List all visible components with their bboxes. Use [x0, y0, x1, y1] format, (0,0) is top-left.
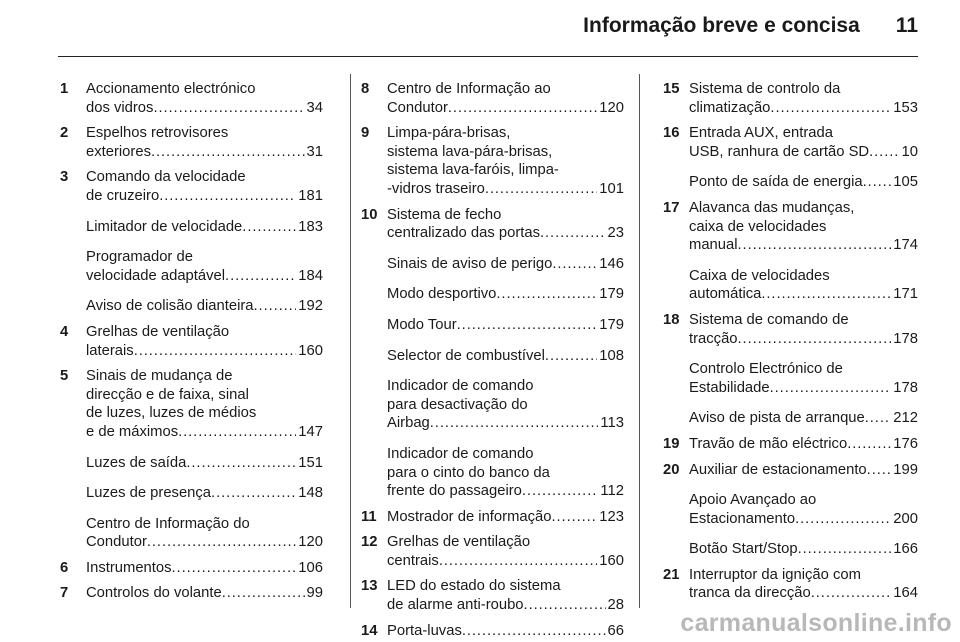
toc-entry-number: 3	[60, 169, 69, 186]
toc-item-text: direcção e de faixa, sinal	[86, 386, 249, 403]
dot-leader	[545, 347, 597, 366]
toc-entry-body	[689, 199, 918, 304]
toc-item-text: dos vidros	[86, 99, 154, 116]
column-divider-1	[350, 74, 351, 608]
toc-item[interactable]	[689, 435, 918, 454]
toc-page-number: 178	[893, 330, 918, 347]
dot-leader	[172, 559, 297, 578]
toc-item[interactable]	[689, 461, 918, 480]
toc-item[interactable]	[387, 577, 624, 614]
dot-leader	[738, 236, 892, 255]
toc-entry-number: 7	[60, 585, 69, 602]
toc-item[interactable]	[387, 80, 624, 117]
toc-item-text: exteriores	[86, 143, 151, 160]
toc-page-number: 112	[600, 483, 624, 500]
dot-leader	[863, 173, 892, 192]
dot-leader	[869, 143, 899, 162]
toc-column-3	[663, 80, 918, 603]
toc-item-text: tranca da direcção	[689, 585, 811, 602]
toc-entry	[361, 508, 624, 527]
dot-leader	[770, 99, 891, 118]
toc-page-number: 164	[893, 585, 918, 602]
toc-entry-body	[86, 323, 323, 360]
toc-item-text: Limpa-pára-brisas,	[387, 125, 511, 142]
toc-item-text: Modo Tour	[387, 316, 457, 333]
toc-page-number: 178	[893, 379, 918, 396]
toc-item-text: Programador de	[86, 249, 193, 266]
toc-item-text: de luzes, luzes de médios	[86, 405, 257, 422]
dot-leader	[867, 461, 892, 480]
toc-item-text: Selector de combustível	[387, 347, 545, 364]
toc-page-number: 147	[298, 423, 323, 440]
toc-item[interactable]	[86, 367, 323, 441]
dot-leader	[242, 218, 296, 237]
toc-item-text: e de máximos	[86, 423, 179, 440]
toc-page-number: 181	[298, 187, 323, 204]
dot-leader	[552, 255, 597, 274]
toc-page-number: 199	[893, 461, 918, 478]
toc-entry-body	[689, 80, 918, 117]
toc-page-number: 105	[893, 174, 918, 191]
dot-leader	[457, 316, 598, 335]
toc-item-text: Luzes de saída	[86, 454, 187, 471]
toc-item-text: centralizado das portas	[387, 225, 540, 242]
toc-item-text: Botão Start/Stop	[689, 541, 798, 558]
toc-item[interactable]	[689, 360, 918, 397]
dot-leader	[153, 99, 304, 118]
toc-item[interactable]	[689, 199, 918, 255]
dot-leader	[795, 510, 891, 529]
dot-leader	[222, 584, 305, 603]
toc-entry-body	[86, 168, 323, 316]
toc-item-text: Entrada AUX, entrada	[689, 125, 833, 142]
toc-page-number: 153	[893, 99, 918, 116]
toc-entry	[663, 435, 918, 454]
toc-entry-number: 10	[361, 206, 378, 223]
toc-item-lastline	[689, 143, 918, 162]
toc-entry	[663, 461, 918, 559]
toc-item[interactable]	[689, 267, 918, 304]
toc-item-text: Centro de Informação do	[86, 515, 250, 532]
toc-item-lastline	[689, 330, 918, 349]
toc-item-lastline	[387, 482, 624, 501]
toc-item-text: Accionamento electrónico	[86, 81, 256, 97]
toc-item-text: Travão de mão eléctrico	[689, 435, 848, 452]
toc-entry-number: 8	[361, 81, 370, 97]
toc-item-lastline	[689, 510, 918, 529]
dot-leader	[151, 143, 305, 162]
toc-entry-body	[86, 124, 323, 161]
toc-item-lastline	[86, 187, 323, 206]
toc-item-lastline	[387, 508, 624, 527]
toc-entry-number: 21	[663, 566, 680, 583]
toc-item[interactable]	[689, 409, 918, 428]
watermark-text: carmanualsonline.info	[680, 609, 952, 637]
dot-leader	[798, 540, 892, 559]
toc-page-number: 120	[599, 99, 624, 116]
toc-item-lastline	[689, 435, 918, 454]
toc-page-number: 176	[893, 435, 918, 452]
dot-leader	[552, 508, 598, 527]
toc-item[interactable]	[387, 124, 624, 198]
toc-page-number: 146	[599, 255, 624, 272]
toc-item-text: Sistema de fecho	[387, 206, 502, 223]
toc-column-2	[361, 80, 624, 640]
toc-item-lastline	[86, 342, 323, 361]
toc-entry	[361, 577, 624, 614]
toc-page-number: 123	[599, 508, 624, 525]
toc-item-text: Aviso de pista de arranque	[689, 410, 865, 427]
toc-item-text: Condutor	[387, 99, 448, 116]
toc-item-lastline	[689, 584, 918, 603]
toc-entry-body	[86, 559, 323, 578]
toc-item-text: Grelhas de ventilação	[387, 534, 531, 551]
toc-item[interactable]	[86, 248, 323, 285]
dot-leader	[211, 484, 296, 503]
toc-item[interactable]	[387, 316, 624, 335]
toc-item[interactable]	[387, 445, 624, 501]
toc-item-text: laterais	[86, 342, 134, 359]
dot-leader	[159, 187, 296, 206]
toc-entry-number: 14	[361, 622, 378, 639]
toc-entry	[361, 206, 624, 501]
toc-entry-body	[387, 124, 624, 198]
toc-item[interactable]	[86, 559, 323, 578]
toc-item[interactable]	[86, 297, 323, 316]
toc-item[interactable]	[689, 566, 918, 603]
toc-item-text: Sistema de comando de	[689, 311, 849, 328]
toc-entry-body	[387, 577, 624, 614]
dot-leader	[738, 330, 892, 349]
toc-item-lastline	[387, 596, 624, 615]
toc-item-lastline	[86, 484, 323, 503]
toc-entry-body	[86, 367, 323, 552]
toc-item-lastline	[689, 540, 918, 559]
toc-item-lastline	[689, 461, 918, 480]
toc-item[interactable]	[86, 80, 323, 117]
toc-page-number: 66	[607, 622, 624, 639]
toc-item-lastline	[689, 173, 918, 192]
toc-entry	[361, 124, 624, 198]
toc-entry-number: 9	[361, 125, 370, 142]
toc-item-text: de cruzeiro	[86, 187, 160, 204]
toc-entry-body	[387, 508, 624, 527]
dot-leader	[761, 285, 891, 304]
toc-item[interactable]	[689, 80, 918, 117]
toc-item-text: centrais	[387, 552, 439, 569]
toc-item-text: Grelhas de ventilação	[86, 323, 230, 340]
toc-item-lastline	[86, 218, 323, 237]
toc-entry	[60, 80, 323, 117]
dot-leader	[448, 99, 597, 118]
toc-item-text: manual	[689, 237, 738, 254]
toc-page-number: 184	[298, 267, 323, 284]
toc-entry-body	[387, 622, 624, 641]
toc-item-text: Comando da velocidade	[86, 169, 246, 186]
toc-item-text: Airbag	[387, 415, 430, 432]
toc-entry-body	[86, 584, 323, 603]
toc-entry-body	[387, 533, 624, 570]
toc-item-text: automática	[689, 286, 762, 303]
toc-item-lastline	[86, 559, 323, 578]
toc-item-text: para o cinto do banco da	[387, 464, 550, 481]
toc-item-lastline	[387, 99, 624, 118]
toc-item-text: Sinais de mudança de	[86, 368, 233, 385]
toc-entry-number: 15	[663, 81, 680, 97]
dot-leader	[225, 267, 296, 286]
toc-page-number: 160	[599, 552, 624, 569]
toc-item-lastline	[387, 255, 624, 274]
toc-item[interactable]	[387, 533, 624, 570]
toc-item-text: Espelhos retrovisores	[86, 125, 229, 142]
toc-page-number: 179	[599, 316, 624, 333]
toc-item-text: Modo desportivo	[387, 286, 497, 303]
dot-leader	[462, 622, 606, 641]
toc-entry	[663, 199, 918, 304]
toc-item-lastline	[387, 552, 624, 571]
toc-item-text: Mostrador de informação	[387, 508, 552, 525]
toc-entry	[663, 80, 918, 117]
toc-item-text: Limitador de velocidade	[86, 218, 243, 235]
toc-entry-number: 19	[663, 435, 680, 452]
toc-item[interactable]	[86, 168, 323, 205]
toc-item-lastline	[689, 379, 918, 398]
dot-leader	[254, 297, 297, 316]
toc-page-number: 200	[893, 510, 918, 527]
toc-item-lastline	[86, 297, 323, 316]
header-rule	[58, 56, 918, 57]
toc-page-number: 212	[893, 410, 918, 427]
toc-entry-number: 13	[361, 578, 378, 595]
toc-column-1	[60, 80, 323, 603]
toc-item-text: sistema lava-faróis, limpa-	[387, 162, 559, 179]
toc-page-number: 31	[306, 143, 323, 160]
toc-item-lastline	[387, 347, 624, 366]
toc-item-text: velocidade adaptável	[86, 267, 226, 284]
toc-item-lastline	[86, 267, 323, 286]
toc-item-text: -vidros traseiro	[387, 180, 485, 197]
toc-page-number: 108	[599, 347, 624, 364]
toc-page-number: 120	[298, 534, 323, 551]
dot-leader	[770, 379, 892, 398]
toc-item-text: sistema lava-pára-brisas,	[387, 143, 553, 160]
toc-item[interactable]	[86, 584, 323, 603]
dot-leader	[496, 285, 597, 304]
toc-entry-number: 6	[60, 559, 69, 576]
toc-item[interactable]	[689, 540, 918, 559]
toc-item-text: Indicador de comando	[387, 378, 534, 395]
toc-page-number: 192	[298, 298, 323, 315]
toc-page-number: 160	[298, 342, 323, 359]
toc-item[interactable]	[387, 377, 624, 433]
toc-item-text: Interruptor da ignição com	[689, 566, 861, 583]
toc-item-text: Aviso de colisão dianteira	[86, 298, 254, 315]
toc-entry	[663, 124, 918, 192]
toc-entry-number: 4	[60, 323, 69, 340]
toc-entry-body	[689, 124, 918, 192]
toc-item-text: Estabilidade	[689, 379, 770, 396]
toc-item[interactable]	[86, 515, 323, 552]
toc-entry-number: 17	[663, 199, 680, 216]
column-divider-2	[639, 74, 640, 608]
toc-item[interactable]	[387, 285, 624, 304]
toc-item[interactable]	[689, 491, 918, 528]
toc-item-text: Caixa de velocidades	[689, 267, 830, 284]
dot-leader	[186, 454, 296, 473]
toc-item-text: tracção	[689, 330, 738, 347]
toc-entry	[361, 622, 624, 641]
toc-item-text: para desactivação do	[387, 396, 528, 413]
toc-page-number: 113	[600, 415, 624, 432]
toc-page-number: 174	[893, 237, 918, 254]
toc-page-number: 10	[901, 143, 918, 160]
toc-entry-body	[689, 461, 918, 559]
toc-entry-body	[689, 311, 918, 428]
toc-item-text: Indicador de comando	[387, 445, 534, 462]
toc-entry-number: 20	[663, 461, 680, 478]
toc-item-text: USB, ranhura de cartão SD	[689, 143, 870, 160]
toc-page-number: 148	[298, 485, 323, 502]
toc-entry-number: 2	[60, 125, 69, 142]
toc-item-text: LED do estado do sistema	[387, 578, 561, 595]
dot-leader	[485, 180, 597, 199]
toc-item[interactable]	[86, 124, 323, 161]
toc-item-text: Instrumentos	[86, 559, 172, 576]
toc-page-number: 106	[298, 559, 323, 576]
toc-page-number: 28	[607, 597, 624, 614]
toc-item-lastline	[86, 584, 323, 603]
toc-page-number: 99	[306, 585, 323, 602]
toc-item[interactable]	[689, 173, 918, 192]
toc-item-lastline	[689, 236, 918, 255]
toc-entry-body	[689, 566, 918, 603]
dot-leader	[178, 423, 296, 442]
toc-item-lastline	[86, 99, 323, 118]
toc-entry-number: 5	[60, 368, 69, 385]
toc-entry	[663, 566, 918, 603]
toc-entry-body	[86, 80, 323, 117]
page-title: Informação breve e concisa	[583, 14, 860, 37]
toc-entry-number: 12	[361, 534, 378, 551]
toc-item-text: Controlo Electrónico de	[689, 361, 843, 378]
toc-item[interactable]	[86, 323, 323, 360]
toc-item[interactable]	[86, 454, 323, 473]
toc-item-lastline	[86, 423, 323, 442]
toc-item-text: climatização	[689, 99, 771, 116]
toc-entry-body	[387, 206, 624, 501]
toc-item-lastline	[86, 143, 323, 162]
toc-entry-number: 11	[361, 508, 377, 525]
toc-item-lastline	[689, 99, 918, 118]
toc-page-number: 101	[599, 180, 624, 197]
dot-leader	[522, 482, 599, 501]
toc-item-lastline	[689, 409, 918, 428]
toc-item-lastline	[86, 533, 323, 552]
toc-item-text: Controlos do volante	[86, 585, 222, 602]
dot-leader	[811, 584, 892, 603]
toc-item-text: Sistema de controlo da	[689, 81, 841, 97]
toc-item[interactable]	[689, 311, 918, 348]
dot-leader	[540, 224, 606, 243]
toc-item[interactable]	[689, 124, 918, 161]
dot-leader	[865, 409, 892, 428]
toc-entry-body	[689, 435, 918, 454]
toc-entry	[60, 323, 323, 360]
toc-item-lastline	[689, 285, 918, 304]
toc-item-text: caixa de velocidades	[689, 218, 827, 235]
toc-item-text: Luzes de presença	[86, 485, 212, 502]
toc-item-text: Centro de Informação ao	[387, 81, 551, 97]
toc-entry	[60, 559, 323, 578]
toc-entry	[60, 168, 323, 316]
dot-leader	[147, 533, 296, 552]
toc-item-lastline	[387, 285, 624, 304]
toc-item-text: Porta-luvas	[387, 622, 462, 639]
toc-item-lastline	[86, 454, 323, 473]
toc-item[interactable]	[387, 206, 624, 243]
toc-entry	[361, 80, 624, 117]
toc-item-lastline	[387, 224, 624, 243]
toc-item-text: Auxiliar de estacionamento	[689, 461, 867, 478]
toc-page-number: 179	[599, 286, 624, 303]
dot-leader	[847, 435, 891, 454]
toc-entry-number: 1	[60, 81, 69, 97]
toc-entry	[60, 124, 323, 161]
toc-item-text: Ponto de saída de energia	[689, 174, 863, 191]
toc-entry	[663, 311, 918, 428]
dot-leader	[430, 414, 599, 433]
toc-page-number: 151	[298, 454, 323, 471]
toc-item-text: Alavanca das mudanças,	[689, 199, 855, 216]
toc-entry	[60, 584, 323, 603]
toc-item-text: frente do passageiro	[387, 483, 522, 500]
toc-entry-number: 16	[663, 125, 680, 142]
toc-entry-body	[387, 80, 624, 117]
toc-item-text: Sinais de aviso de perigo	[387, 255, 553, 272]
toc-page-number: 166	[893, 541, 918, 558]
toc-page-number: 171	[893, 286, 918, 303]
toc-page-number: 23	[607, 225, 624, 242]
toc-item-text: de alarme anti-roubo	[387, 597, 524, 614]
page-header	[583, 14, 918, 38]
toc-item[interactable]	[86, 218, 323, 237]
toc-page-number: 34	[306, 99, 323, 116]
toc-item-lastline	[387, 414, 624, 433]
toc-item[interactable]	[387, 508, 624, 527]
toc-item-lastline	[387, 622, 624, 641]
toc-item-lastline	[387, 316, 624, 335]
page-number: 11	[895, 14, 918, 37]
toc-item[interactable]	[387, 622, 624, 641]
toc-item[interactable]	[86, 484, 323, 503]
toc-entry	[361, 533, 624, 570]
dot-leader	[134, 342, 297, 361]
dot-leader	[439, 552, 597, 571]
toc-entry	[60, 367, 323, 552]
toc-item[interactable]	[387, 255, 624, 274]
toc-item[interactable]	[387, 347, 624, 366]
toc-page-number: 183	[298, 218, 323, 235]
toc-item-text: Apoio Avançado ao	[689, 492, 817, 509]
toc-item-lastline	[387, 180, 624, 199]
toc-item-text: Condutor	[86, 534, 147, 551]
toc-item-text: Estacionamento	[689, 510, 796, 527]
dot-leader	[524, 596, 606, 615]
toc-entry-number: 18	[663, 311, 680, 328]
